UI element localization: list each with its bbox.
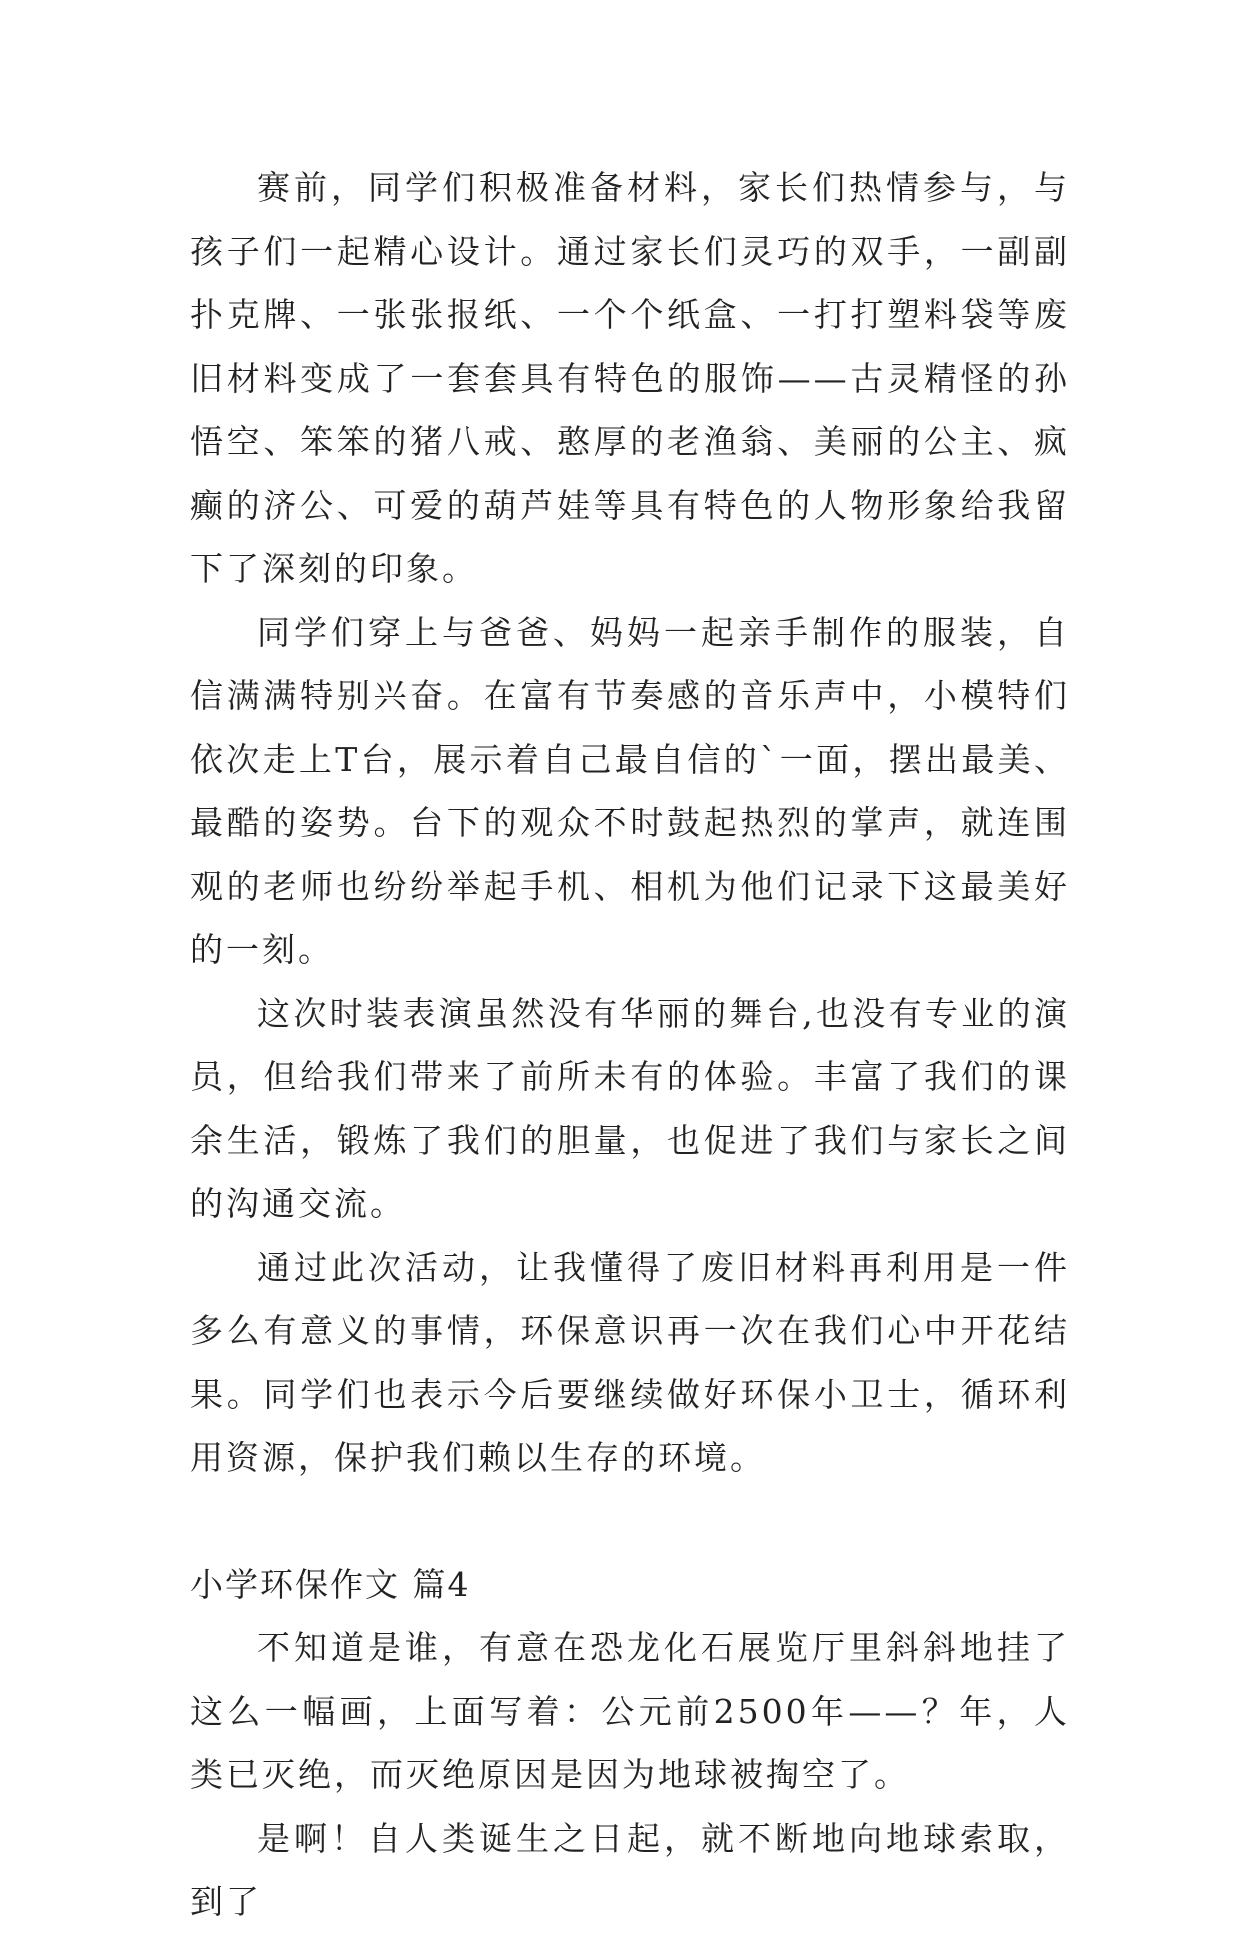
section-heading: 小学环保作文 篇4 bbox=[190, 1564, 471, 1604]
paragraph-5: 不知道是谁，有意在恐龙化石展览厅里斜斜地挂了这么一幅画，上面写着：公元前2500年——？年，人类已灭绝，而灭绝原因是因为地球被掏空了。 bbox=[190, 1628, 1070, 1794]
paragraph-1: 赛前，同学们积极准备材料，家长们热情参与，与孩子们一起精心设计。通过家长们灵巧的双手，一副副扑克牌、一张张报纸、一个个纸盒、一打打塑料袋等废旧材料变成了一套套具有特色的服饰——古灵精怪的孙悟空、笨笨的猪八戒、憨厚的老渔翁、美丽的公主、疯癫的济公、可爱的葫芦娃等具有特色的人物形象给我留下了深刻的印象。 bbox=[190, 168, 1070, 588]
document-body bbox=[190, 156, 1070, 1934]
paragraph-6: 是啊！自人类诞生之日起，就不断地向地球索取，到了 bbox=[190, 1818, 1070, 1921]
paragraph-4: 通过此次活动，让我懂得了废旧材料再利用是一件多么有意义的事情，环保意识再一次在我们心中开花结果。同学们也表示今后要继续做好环保小卫士，循环利用资源，保护我们赖以生存的环境。 bbox=[190, 1247, 1070, 1477]
paragraph-3: 这次时装表演虽然没有华丽的舞台,也没有专业的演员，但给我们带来了前所未有的体验。丰富了我们的课余生活，锻炼了我们的胆量，也促进了我们与家长之间的沟通交流。 bbox=[190, 993, 1070, 1223]
paragraph-2: 同学们穿上与爸爸、妈妈一起亲手制作的服装，自信满满特别兴奋。在富有节奏感的音乐声中，小模特们依次走上T台，展示着自己最自信的`一面，摆出最美、最酷的姿势。台下的观众不时鼓起热烈的掌声，就连围观的老师也纷纷举起手机、相机为他们记录下这最美好的一刻。 bbox=[190, 612, 1070, 969]
